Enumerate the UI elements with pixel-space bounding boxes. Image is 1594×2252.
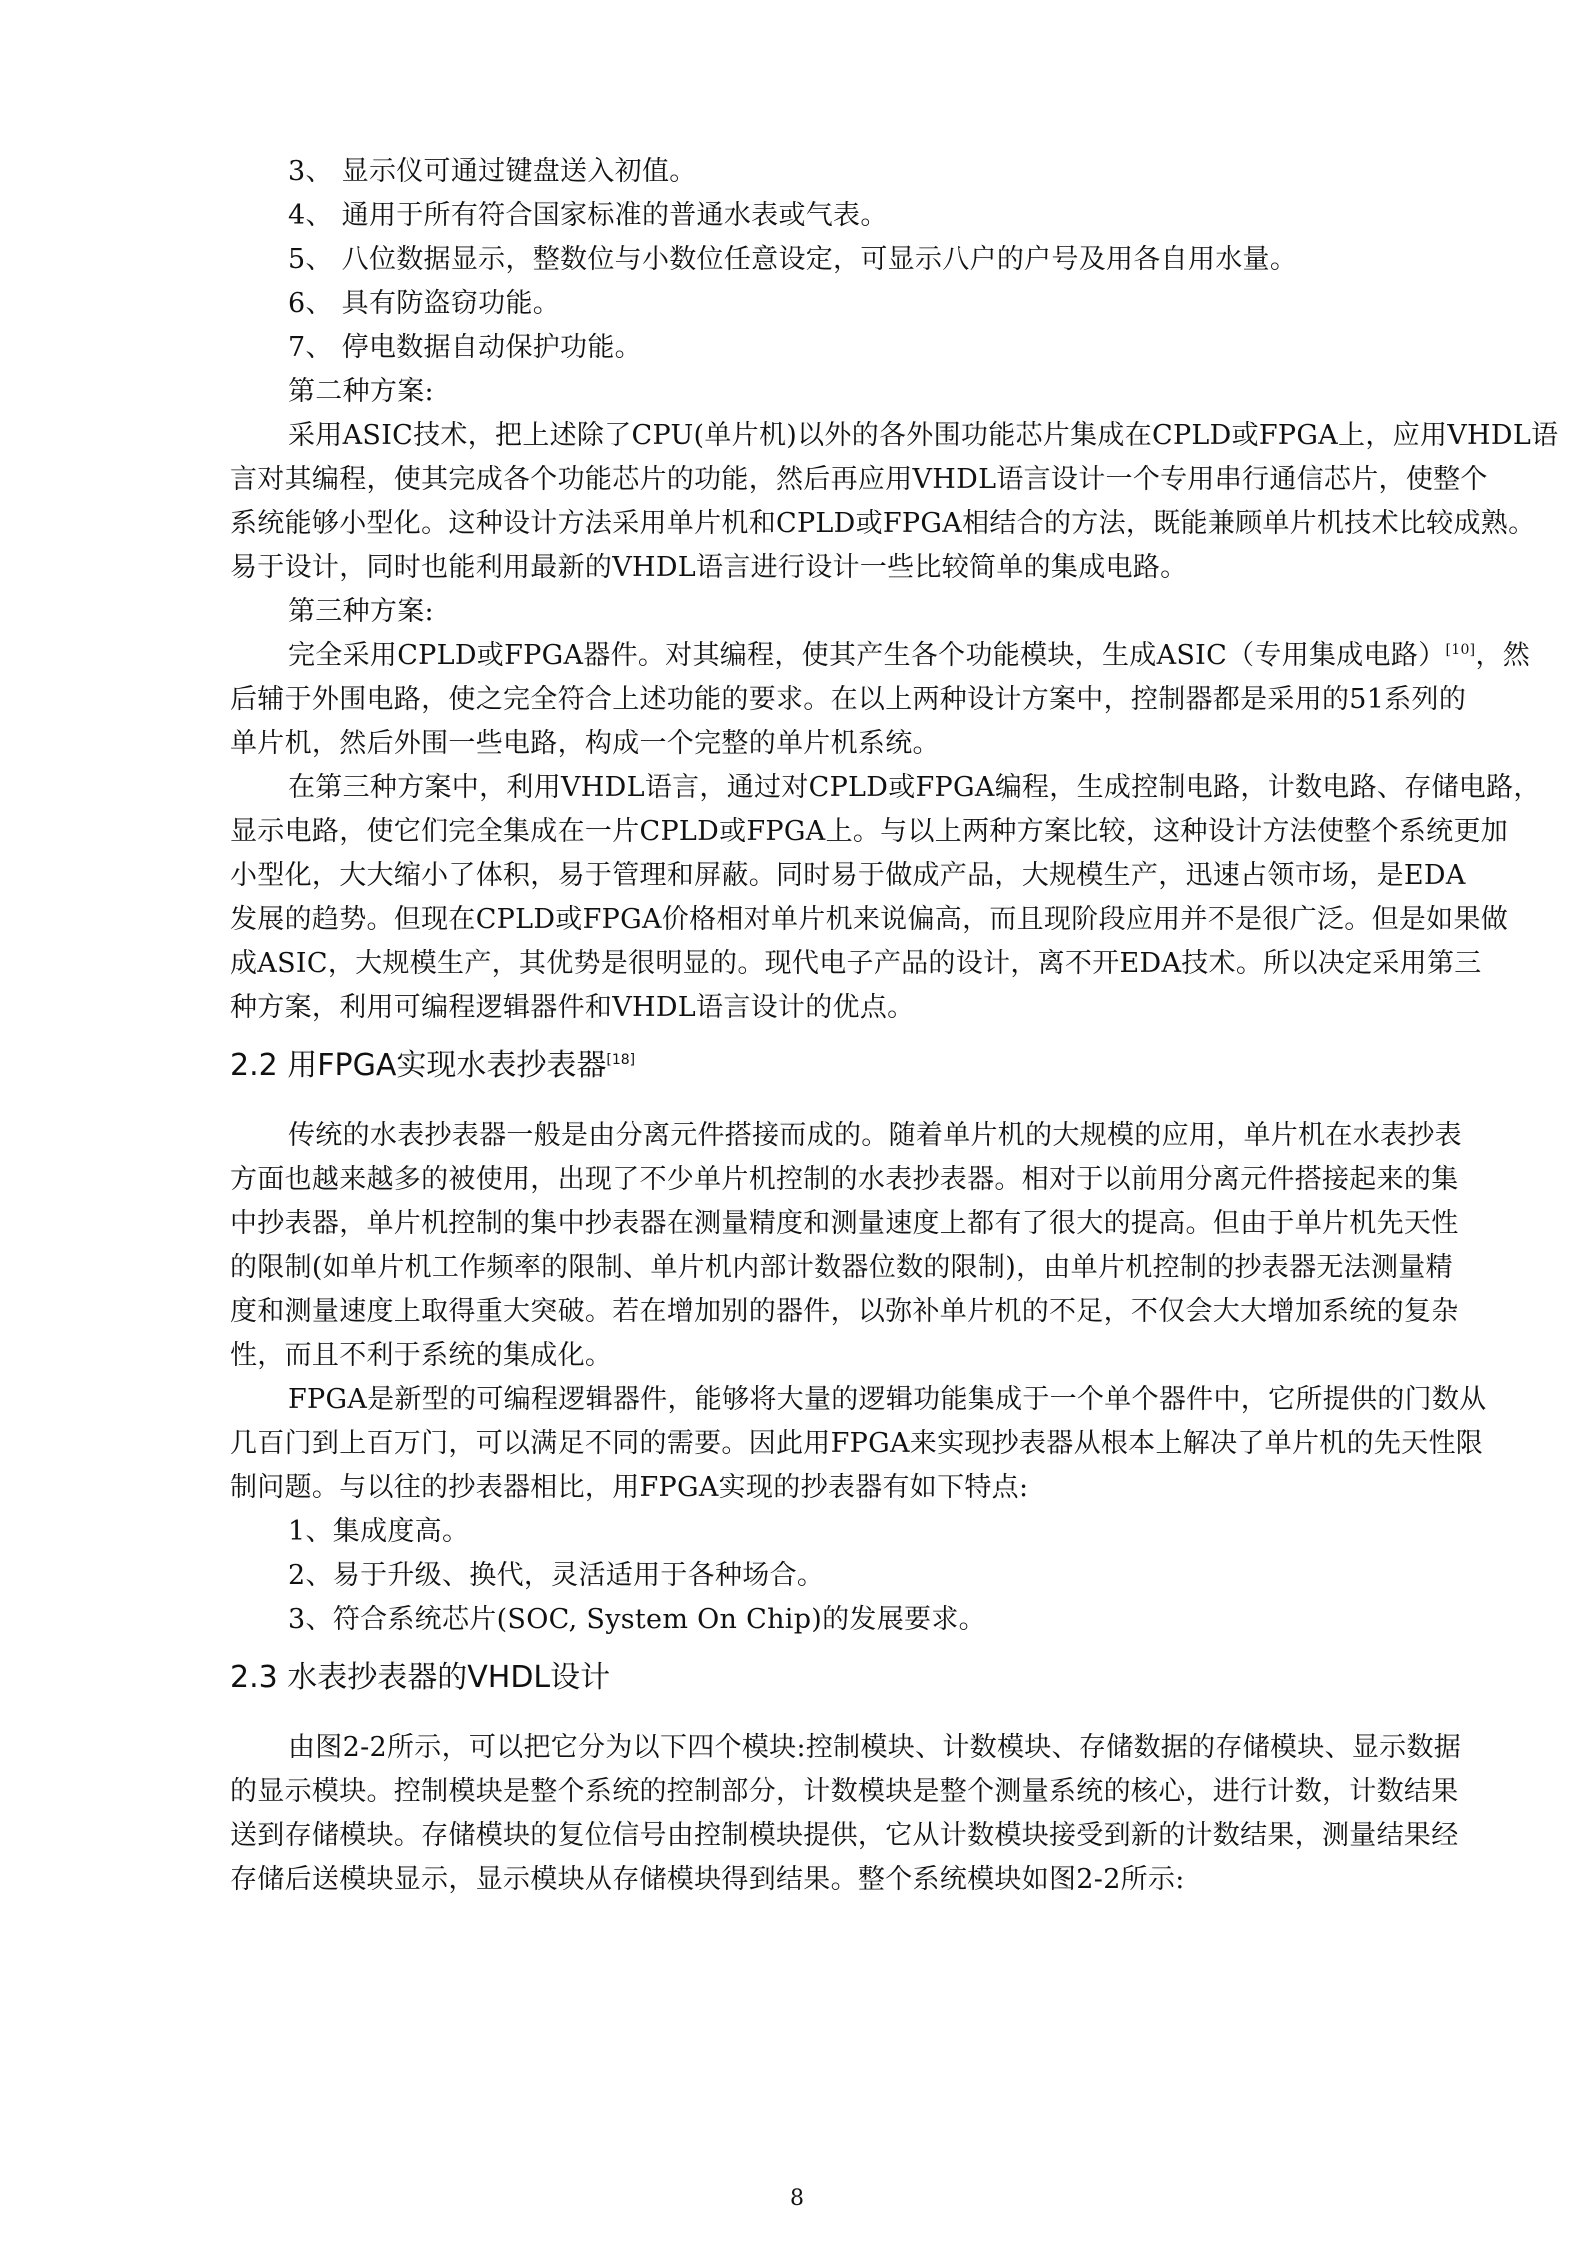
paragraph-line: 送到存储模块。存储模块的复位信号由控制模块提供，它从计数模块接受到新的计数结果，测量结果经 bbox=[230, 1820, 1459, 1851]
paragraph-line: 种方案，利用可编程逻辑器件和VHDL语言设计的优点。 bbox=[230, 992, 915, 1023]
paragraph-line: 系统能够小型化。这种设计方法采用单片机和CPLD或FPGA相结合的方法，既能兼顾单片机技术比较成熟。 bbox=[230, 508, 1536, 539]
paragraph-line: 几百门到上百万门，可以满足不同的需要。因此用FPGA来实现抄表器从根本上解决了单片机的先天性限 bbox=[230, 1428, 1484, 1459]
paragraph-line bbox=[230, 634, 1531, 678]
section-2-3 bbox=[230, 1652, 1480, 1902]
scheme-two bbox=[230, 370, 1559, 590]
paragraph-line: 成ASIC，大规模生产，其优势是很明显的。现代电子产品的设计，离不开EDA技术。所以决定采用第三 bbox=[230, 948, 1482, 979]
list-item: 5、 八位数据显示，整数位与小数位任意设定，可显示八户的户号及用各自用水量。 bbox=[288, 244, 1298, 275]
paragraph-line: 发展的趋势。但现在CPLD或FPGA价格相对单片机来说偏高，而且现阶段应用并不是很广泛。但是如果做 bbox=[230, 904, 1509, 935]
citation-ref: [18] bbox=[606, 1052, 636, 1068]
text-run: ，然 bbox=[1475, 640, 1531, 671]
list-item: 1、集成度高。 bbox=[288, 1516, 470, 1547]
paragraph-line: 采用ASIC技术，把上述除了CPU(单片机)以外的各外围功能芯片集成在CPLD或FPGA上，应用VHDL语 bbox=[288, 420, 1559, 451]
paragraph-line: 传统的水表抄表器一般是由分离元件搭接而成的。随着单片机的大规模的应用，单片机在水表抄表 bbox=[288, 1120, 1462, 1151]
paragraph-line: 的显示模块。控制模块是整个系统的控制部分，计数模块是整个测量系统的核心，进行计数，计数结果 bbox=[230, 1776, 1459, 1807]
paragraph-line: 方面也越来越多的被使用，出现了不少单片机控制的水表抄表器。相对于以前用分离元件搭接起来的集 bbox=[230, 1164, 1459, 1195]
paragraph-line: 性，而且不利于系统的集成化。 bbox=[230, 1340, 613, 1371]
paragraph-line: 小型化，大大缩小了体积，易于管理和屏蔽。同时易于做成产品，大规模生产，迅速占领市场，是EDA bbox=[230, 860, 1466, 891]
scheme-title: 第二种方案: bbox=[288, 376, 434, 407]
text-run: 完全采用CPLD或FPGA器件。对其编程，使其产生各个功能模块，生成ASIC（专用集成电路） bbox=[288, 640, 1446, 671]
section-2-2 bbox=[230, 1040, 1487, 1642]
paragraph-line: 中抄表器，单片机控制的集中抄表器在测量精度和测量速度上都有了很大的提高。但由于单片机先天性 bbox=[230, 1208, 1459, 1239]
page-number: 8 bbox=[790, 2186, 804, 2211]
list-item: 4、 通用于所有符合国家标准的普通水表或气表。 bbox=[288, 200, 888, 231]
list-item: 7、 停电数据自动保护功能。 bbox=[288, 332, 642, 363]
list-item: 6、 具有防盗窃功能。 bbox=[288, 288, 561, 319]
scheme-three bbox=[230, 590, 1531, 766]
paragraph-line: FPGA是新型的可编程逻辑器件，能够将大量的逻辑功能集成于一个单个器件中，它所提供的门数从 bbox=[288, 1384, 1487, 1415]
paragraph-line: 显示电路，使它们完全集成在一片CPLD或FPGA上。与以上两种方案比较，这种设计方法使整个系统更加 bbox=[230, 816, 1509, 847]
citation-ref: [10] bbox=[1445, 642, 1476, 658]
paragraph-line: 的限制(如单片机工作频率的限制、单片机内部计数器位数的限制)，由单片机控制的抄表器无法测量精 bbox=[230, 1252, 1453, 1283]
section-heading bbox=[230, 1040, 1480, 1092]
paragraph-line: 存储后送模块显示，显示模块从存储模块得到结果。整个系统模块如图2-2所示: bbox=[230, 1864, 1185, 1895]
paragraph-line: 在第三种方案中，利用VHDL语言，通过对CPLD或FPGA编程，生成控制电路，计数电路、存储电路， bbox=[288, 772, 1541, 803]
page-body bbox=[230, 150, 1559, 1902]
feature-list bbox=[230, 150, 1480, 370]
comparison-paragraph bbox=[230, 766, 1541, 1030]
list-item: 2、易于升级、换代，灵活适用于各种场合。 bbox=[288, 1560, 825, 1591]
section-heading: 2.3 水表抄表器的VHDL设计 bbox=[230, 1660, 611, 1695]
paragraph-line: 单片机，然后外围一些电路，构成一个完整的单片机系统。 bbox=[230, 728, 940, 759]
paragraph-line: 度和测量速度上取得重大突破。若在增加别的器件，以弥补单片机的不足，不仅会大大增加系统的复杂 bbox=[230, 1296, 1459, 1327]
paragraph-line: 后辅于外围电路，使之完全符合上述功能的要求。在以上两种设计方案中，控制器都是采用的51系列的 bbox=[230, 684, 1467, 715]
paragraph-line: 言对其编程，使其完成各个功能芯片的功能，然后再应用VHDL语言设计一个专用串行通信芯片，使整个 bbox=[230, 464, 1488, 495]
heading-text: 2.2 用FPGA实现水表抄表器 bbox=[230, 1048, 607, 1083]
paragraph-line: 易于设计，同时也能利用最新的VHDL语言进行设计一些比较简单的集成电路。 bbox=[230, 552, 1188, 583]
list-item: 3、符合系统芯片(SOC, System On Chip)的发展要求。 bbox=[288, 1604, 986, 1635]
list-item: 3、 显示仪可通过键盘送入初值。 bbox=[288, 156, 697, 187]
paragraph-line: 由图2-2所示，可以把它分为以下四个模块:控制模块、计数模块、存储数据的存储模块、显示数据 bbox=[288, 1732, 1462, 1763]
scheme-title: 第三种方案: bbox=[288, 596, 434, 627]
paragraph-line: 制问题。与以往的抄表器相比，用FPGA实现的抄表器有如下特点: bbox=[230, 1472, 1029, 1503]
